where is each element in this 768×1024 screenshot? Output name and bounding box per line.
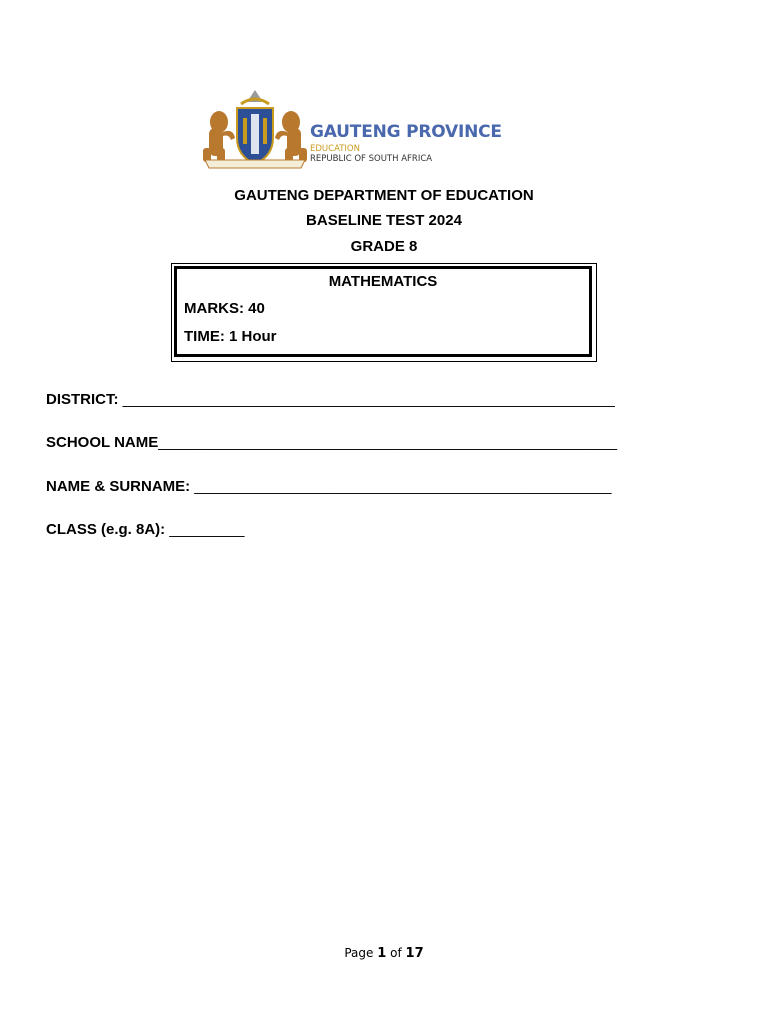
class-field[interactable] [46, 521, 244, 538]
subject-label: MATHEMATICS [328, 273, 438, 290]
name-surname-blank-line[interactable]: __________________________________________________ [194, 478, 612, 495]
marks-label: MARKS: 40 [184, 300, 265, 317]
time-label: TIME: 1 Hour [184, 328, 277, 345]
logo-subtitle-country: REPUBLIC OF SOUTH AFRICA [310, 154, 433, 164]
logo-title: GAUTENG PROVINCE [310, 122, 502, 142]
department-heading: GAUTENG DEPARTMENT OF EDUCATION [234, 187, 534, 204]
class-blank-line[interactable]: _________ [169, 521, 245, 538]
page-number-footer [0, 946, 768, 961]
total-pages-number: 17 [405, 946, 424, 961]
gauteng-province-logo [195, 88, 513, 174]
district-blank-line[interactable]: ___________________________________________________________ [122, 391, 615, 408]
school-name-field[interactable] [46, 434, 617, 451]
exam-info-box-inner [174, 266, 592, 357]
exam-info-box [171, 263, 597, 362]
school-name-label: SCHOOL NAME [46, 434, 159, 451]
district-label: DISTRICT: [46, 391, 119, 408]
page-word: Page [344, 946, 374, 960]
name-surname-label: NAME & SURNAME: [46, 478, 191, 495]
current-page-number: 1 [377, 946, 387, 961]
test-heading: BASELINE TEST 2024 [306, 212, 462, 229]
grade-heading: GRADE 8 [350, 238, 418, 255]
school-name-blank-line[interactable]: _______________________________________________________ [158, 434, 618, 451]
name-surname-field[interactable] [46, 478, 611, 495]
class-label: CLASS (e.g. 8A): [46, 521, 166, 538]
of-word: of [390, 946, 402, 960]
district-field[interactable] [46, 391, 615, 408]
logo-subtitle-education: EDUCATION [310, 144, 360, 154]
